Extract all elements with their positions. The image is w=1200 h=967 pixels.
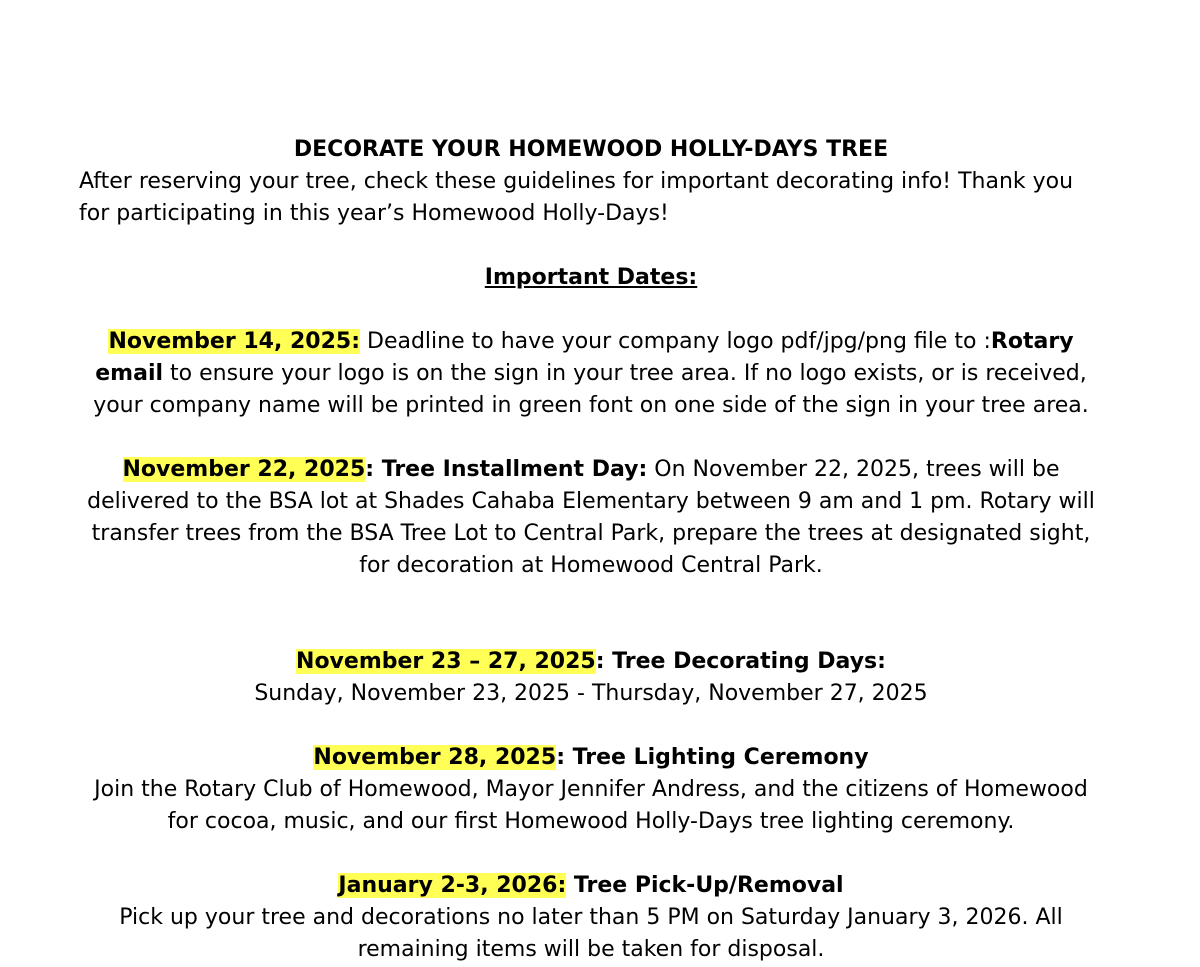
rotary-email-label: Rotary email — [95, 329, 1074, 386]
date-highlight: November 23 – 27, 2025 — [296, 649, 596, 674]
date-item-installment — [79, 454, 1103, 582]
item-text: Deadline to have your company logo pdf/jpg/png file to : — [360, 329, 991, 354]
item-label: Tree Pick-Up/Removal — [566, 873, 844, 898]
date-item-lighting-text: Join the Rotary Club of Homewood, Mayor Jennifer Andress, and the citizens of Homewood for cocoa, music, and our first Homewood Holly-Days tree lighting ceremony. — [94, 777, 1088, 834]
intro-paragraph: After reserving your tree, check these guidelines for important decorating info! Thank you for participating in this year’s Homewood Holly-Days! — [79, 169, 1074, 226]
date-item-decorating-heading — [79, 646, 1103, 678]
item-text: On November 22, 2025, trees will be delivered to the BSA lot at Shades Cahaba Elementary between 9 am and 1 pm. Rotary will transfer trees from the BSA Tree Lot to Central Park, prepare the trees at designated sight, for decoration at Homewood Central Park. — [87, 457, 1095, 578]
date-item-decorating-text: Sunday, November 23, 2025 - Thursday, November 27, 2025 — [254, 681, 928, 706]
item-label: : Tree Lighting Ceremony — [556, 745, 869, 770]
date-highlight: January 2-3, 2026: — [338, 873, 567, 898]
document-page — [79, 134, 1103, 966]
item-label: : Tree Decorating Days: — [595, 649, 886, 674]
item-text-continued: to ensure your logo is on the sign in your tree area. If no logo exists, or is received, your company name will be printed in green font on one side of the sign in your tree area. — [93, 361, 1089, 418]
date-highlight: November 22, 2025 — [122, 457, 366, 482]
item-label: : Tree Installment Day: — [365, 457, 648, 482]
dates-heading-line — [79, 262, 1103, 294]
date-item-logo-deadline — [79, 326, 1103, 422]
date-highlight: November 14, 2025: — [108, 329, 361, 354]
date-item-removal-text: Pick up your tree and decorations no later than 5 PM on Saturday January 3, 2026. All remaining items will be taken for disposal. — [119, 905, 1063, 962]
document-title: DECORATE YOUR HOMEWOOD HOLLY-DAYS TREE — [293, 137, 889, 162]
date-item-removal-heading — [79, 870, 1103, 902]
date-item-lighting-heading — [79, 742, 1103, 774]
date-highlight: November 28, 2025 — [313, 745, 557, 770]
dates-heading: Important Dates: — [484, 265, 698, 290]
